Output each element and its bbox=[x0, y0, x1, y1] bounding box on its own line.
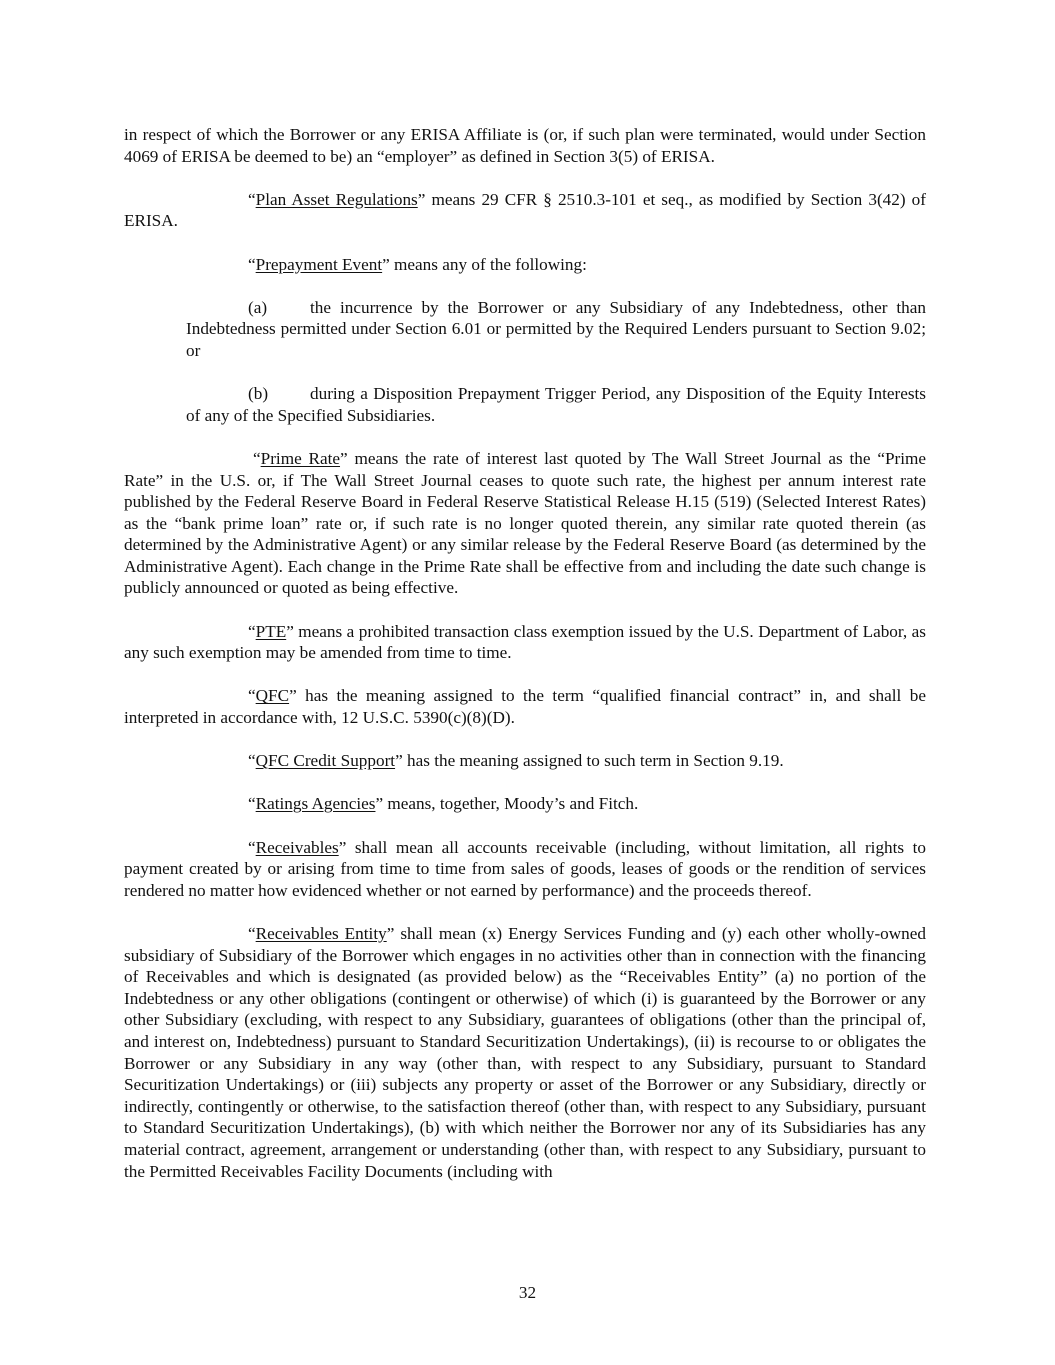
clause-text: the incurrence by the Borrower or any Subsidiary of any Indebtedness, other than Indebtedness permitted under Section 6.01 or permitted by the Required Lenders pursuant to Section 9.02; or bbox=[186, 297, 926, 360]
defined-term: Receivables Entity bbox=[255, 923, 387, 943]
definition-text: ” means any of the following: bbox=[382, 254, 587, 274]
definition-ratings-agencies bbox=[124, 793, 926, 815]
definition-qfc-credit-support bbox=[124, 750, 926, 772]
defined-term: Prime Rate bbox=[260, 448, 341, 468]
definition-text: ” shall mean (x) Energy Services Funding and (y) each other wholly-owned subsidiary of Subsidiary of the Borrower which engages in no activities other than in connection with the financing of Receivables and which is designated (as provided below) as the “Receivables Entity” (a) no portion of the Indebtedness or any other obligations (contingent or otherwise) of which (i) is guaranteed by the Borrower or any other Subsidiary (excluding, with respect to any Subsidiary, guarantees of obligations (other than the principal of, and interest on, Indebtedness) pursuant to Standard Securitization Undertakings), (ii) is recourse to or obligates the Borrower or any Subsidiary in any way (other than, with respect to any Subsidiary, pursuant to Standard Securitization Undertakings) or (iii) subjects any property or asset of the Borrower or any Subsidiary, directly or indirectly, contingently or otherwise, to the satisfaction thereof (other than, with respect to any Subsidiary, pursuant to Standard Securitization Undertakings), (b) with which neither the Borrower nor any of its Subsidiaries has any material contract, agreement, arrangement or understanding (other than, with respect to any Subsidiary, pursuant to the Permitted Receivables Facility Documents (including with bbox=[124, 923, 926, 1181]
defined-term: Plan Asset Regulations bbox=[255, 189, 418, 209]
defined-term: Receivables bbox=[255, 837, 339, 857]
defined-term: Ratings Agencies bbox=[255, 794, 376, 814]
definition-text: ” has the meaning assigned to the term “qualified financial contract” in, and shall be interpreted in accordance with, 12 U.S.C. 5390(c)(8)(D). bbox=[124, 686, 926, 728]
definition-plan-asset-regulations bbox=[124, 189, 926, 232]
paragraph-text: in respect of which the Borrower or any ERISA Affiliate is (or, if such plan were terminated, would under Section 4069 of ERISA be deemed to be) an “employer” as defined in Section 3(5) of ERISA. bbox=[124, 125, 926, 166]
definition-pte bbox=[124, 621, 926, 664]
clause-a bbox=[186, 297, 926, 362]
definition-text: ” means 29 CFR § 2510.3-101 et seq., as modified by Section 3(42) of ERISA. bbox=[124, 189, 926, 231]
open-quote: “ bbox=[248, 621, 256, 641]
clause-b bbox=[186, 383, 926, 426]
definition-text: ” shall mean all accounts receivable (including, without limitation, all rights to payment created by or arising from time to time from sales of goods, leases of goods or the rendition of services rendered no matter how evidenced whether or not earned by performance) and the proceeds thereof. bbox=[124, 837, 926, 900]
open-quote: “ bbox=[248, 751, 256, 771]
document-page bbox=[124, 124, 926, 1204]
definition-text: ” has the meaning assigned to such term in Section 9.19. bbox=[395, 751, 784, 771]
definition-prepayment-event bbox=[124, 254, 926, 276]
definition-prime-rate bbox=[124, 448, 926, 599]
definition-receivables bbox=[124, 837, 926, 902]
paragraph-plan-continuation bbox=[124, 124, 926, 167]
definition-text: ” means a prohibited transaction class exemption issued by the U.S. Department of Labor, as any such exemption may be amended from time to time. bbox=[124, 621, 926, 663]
open-quote: “ bbox=[248, 686, 256, 706]
open-quote: “ bbox=[248, 254, 256, 274]
definition-receivables-entity bbox=[124, 923, 926, 1182]
open-quote: “ bbox=[248, 189, 256, 209]
open-quote: “ bbox=[248, 837, 256, 857]
clause-text: during a Disposition Prepayment Trigger Period, any Disposition of the Equity Interests of any of the Specified Subsidiaries. bbox=[186, 384, 926, 425]
defined-term: QFC Credit Support bbox=[255, 751, 396, 771]
clause-label: (b) bbox=[248, 384, 269, 404]
clause-label: (a) bbox=[248, 297, 268, 317]
open-quote: “ bbox=[248, 794, 256, 814]
definition-text: ” means the rate of interest last quoted by The Wall Street Journal as the “Prime Rate” in the U.S. or, if The Wall Street Journal ceases to quote such rate, the highest per annum interest rate published by the Federal Reserve Board in Federal Reserve Statistical Release H.15 (519) (Selected Interest Rates) as the “bank prime loan” rate or, if such rate is no longer quoted therein, any similar rate quoted therein (as determined by the Administrative Agent) or any similar release by the Federal Reserve Board (as determined by the Administrative Agent). Each change in the Prime Rate shall be effective from and including the date such change is publicly announced or quoted as being effective. bbox=[124, 448, 927, 598]
defined-term: Prepayment Event bbox=[255, 254, 383, 274]
definition-qfc bbox=[124, 685, 926, 728]
page-number: 32 bbox=[518, 1283, 537, 1302]
defined-term: PTE bbox=[255, 621, 287, 641]
open-quote: “ bbox=[253, 448, 261, 468]
definition-text: ” means, together, Moody’s and Fitch. bbox=[375, 794, 639, 814]
defined-term: QFC bbox=[255, 686, 290, 706]
open-quote: “ bbox=[248, 923, 256, 943]
